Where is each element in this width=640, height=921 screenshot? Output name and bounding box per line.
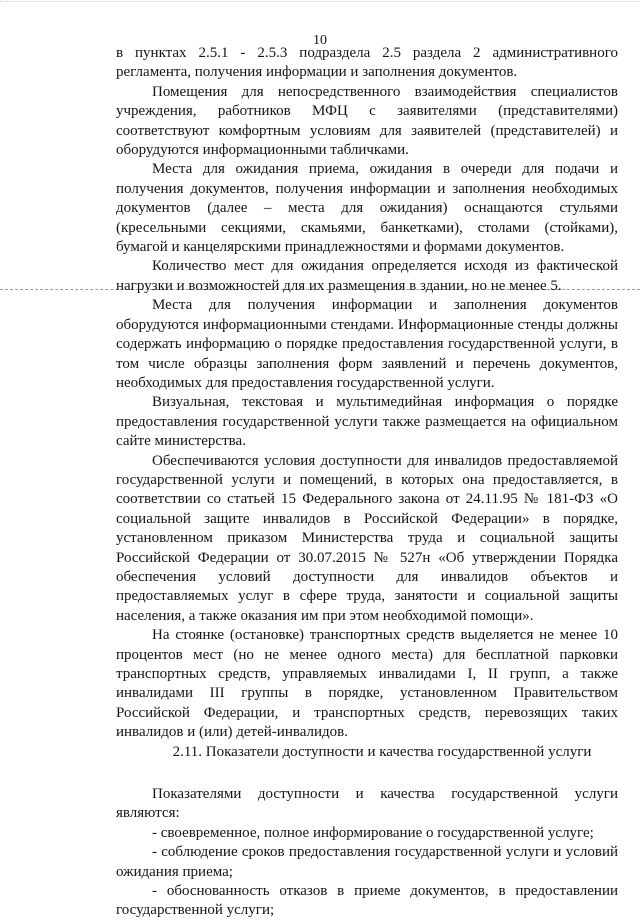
- section-gap: [116, 762, 618, 785]
- paragraph-premises: Помещения для непосредственного взаимодействия специалистов учреждения, работников МФЦ с заявителями (представителями) соответствуют комфортным условиям для заявителей (представителей) и оборудуются информационными табличками.: [116, 83, 618, 159]
- paragraph-seat-count: Количество мест для ожидания определяется исходя из фактической нагрузки и возможностей для их размещения в здании, но не менее 5.: [116, 258, 618, 294]
- list-item: - соблюдение сроков предоставления государственной услуги и условий ожидания приема;: [116, 844, 618, 880]
- page-number: 10: [313, 33, 327, 48]
- paragraph-info-stands: Места для получения информации и заполнения документов оборудуются информационными стендами. Информационные стенды должны содержать информацию о порядке предоставления государственной услуги, в том числе образцы заполнения форм заявлений и перечень документов, необходимых для предоставления государственной услуги.: [116, 297, 618, 391]
- list-item: - обоснованность отказов в приеме документов, в предоставлении государственной услуги;: [116, 883, 618, 919]
- paragraph-waiting-areas: Места для ожидания приема, ожидания в очереди для подачи и получения документов, получения информации и заполнения необходимых документов (далее – места для ожидания) оснащаются стульями (кресельными секциями, скамьями, банкетками), столами (стойками), бумагой и канцелярскими принадлежностями и формами документов.: [116, 161, 618, 256]
- paragraph-multimedia-info: Визуальная, текстовая и мультимедийная информация о порядке предоставления государственной услуги также размещается на официальном сайте министерства.: [116, 394, 618, 450]
- list-item: - своевременное, полное информирование о государственной услуге;: [152, 824, 594, 841]
- scan-top-edge: [0, 1, 640, 2]
- paragraph-indicators-intro: Показателями доступности и качества государственной услуги являются:: [116, 786, 618, 822]
- paragraph-continuation: в пунктах 2.5.1 - 2.5.3 подраздела 2.5 раздела 2 административного регламента, получения информации и заполнения документов.: [116, 45, 618, 81]
- paragraph-parking: На стоянке (остановке) транспортных средств выделяется не менее 10 процентов мест (но не менее одного места) для бесплатной парковки транспортных средств, управляемых инвалидами I, II групп, а также инвалидами III группы в порядке, установленном Правительством Российской Федерации, и транспортных средств, перевозящих таких инвалидов и (или) детей-инвалидов.: [116, 627, 618, 741]
- document-body: [116, 44, 618, 921]
- section-heading: 2.11. Показатели доступности и качества государственной услуги: [172, 743, 592, 760]
- paragraph-accessibility: Обеспечиваются условия доступности для инвалидов предоставляемой государственной услуги и помещений, в которых она предоставляется, в соответствии со статьей 15 Федерального закона от 24.11.95 № 181-ФЗ «О социальной защите инвалидов в Российской Федерации» в порядке, установленном приказом Министерства труда и социальной защиты Российской Федерации от 30.07.2015 № 527н «Об утверждении Порядка обеспечения условий доступности для инвалидов объектов и предоставляемых услуг в сфере труда, занятости и социальной защиты населения, а также оказания им при этом необходимой помощи».: [116, 452, 618, 624]
